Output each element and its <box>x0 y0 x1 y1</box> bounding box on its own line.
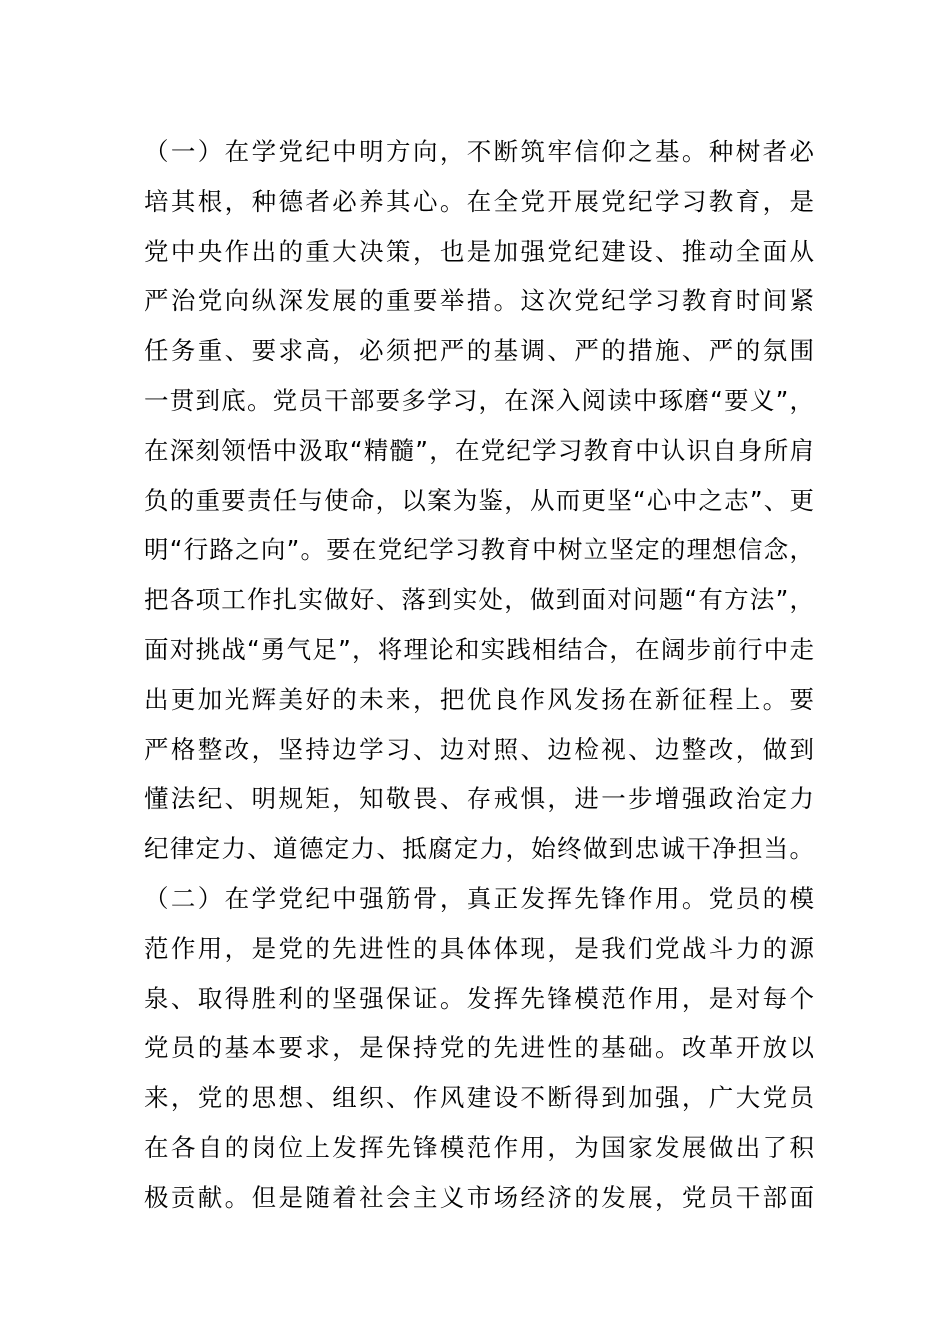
text-line: 懂法纪、明规矩，知敬畏、存戒惧，进一步增强政治定力 <box>144 784 814 814</box>
text-line: 严格整改，坚持边学习、边对照、边检视、边整改，做到 <box>144 734 814 764</box>
text-line: 负的重要责任与使命，以案为鉴，从而更坚“心中之志”、更 <box>144 485 814 515</box>
text-line: 把各项工作扎实做好、落到实处，做到面对问题“有方法”， <box>144 585 814 615</box>
text-line: 出更加光辉美好的未来，把优良作风发扬在新征程上。要 <box>144 684 814 714</box>
text-line: 来，党的思想、组织、作风建设不断得到加强，广大党员 <box>144 1083 814 1113</box>
text-line: 纪律定力、道德定力、抵腐定力，始终做到忠诚干净担当。 <box>144 834 814 864</box>
text-line: 党中央作出的重大决策，也是加强党纪建设、推动全面从 <box>144 236 814 266</box>
text-line: 范作用，是党的先进性的具体体现，是我们党战斗力的源 <box>144 933 814 963</box>
text-line: 极贡献。但是随着社会主义市场经济的发展，党员干部面 <box>144 1182 814 1212</box>
text-line: 面对挑战“勇气足”，将理论和实践相结合，在阔步前行中走 <box>144 634 814 664</box>
text-line: 在深刻领悟中汲取“精髓”，在党纪学习教育中认识自身所肩 <box>144 435 814 465</box>
text-line: 明“行路之向”。要在党纪学习教育中树立坚定的理想信念， <box>144 535 814 565</box>
text-line: 党员的基本要求，是保持党的先进性的基础。改革开放以 <box>144 1033 814 1063</box>
body-text <box>144 127 814 1223</box>
text-line: （一）在学党纪中明方向，不断筑牢信仰之基。种树者必 <box>144 137 814 166</box>
text-line: （二）在学党纪中强筋骨，真正发挥先锋作用。党员的模 <box>144 883 814 913</box>
text-line: 任务重、要求高，必须把严的基调、严的措施、严的氛围 <box>144 336 814 366</box>
text-line: 培其根，种德者必养其心。在全党开展党纪学习教育，是 <box>144 186 814 216</box>
text-line: 严治党向纵深发展的重要举措。这次党纪学习教育时间紧 <box>144 286 814 316</box>
text-line: 泉、取得胜利的坚强保证。发挥先锋模范作用，是对每个 <box>144 983 814 1013</box>
text-line: 一贯到底。党员干部要多学习，在深入阅读中琢磨“要义”， <box>144 385 814 415</box>
text-line: 在各自的岗位上发挥先锋模范作用，为国家发展做出了积 <box>144 1132 814 1162</box>
